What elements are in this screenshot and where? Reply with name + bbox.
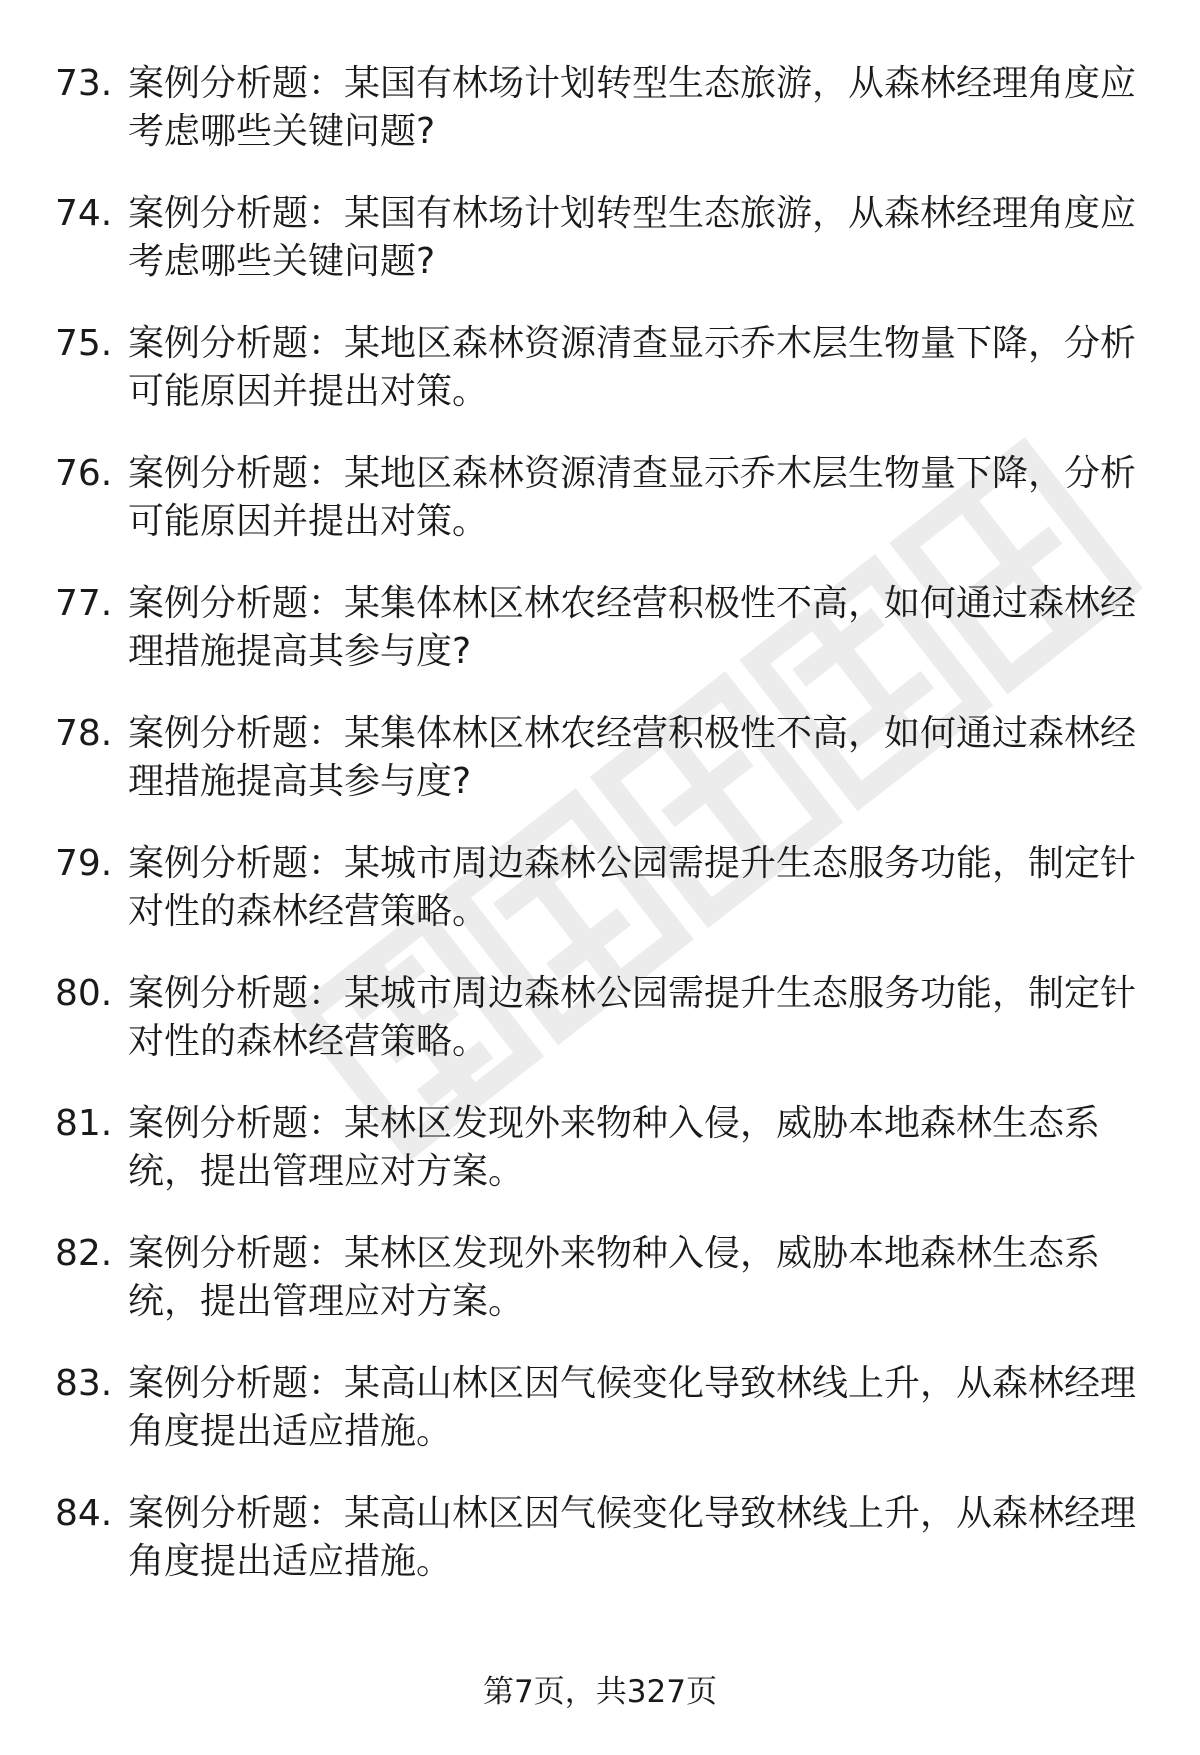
question-text-line1: 案例分析题：某集体林区林农经营积极性不高，如何通过森林经 [128, 713, 1137, 754]
question-text-line2: 理措施提高其参与度? [128, 761, 472, 802]
question-text-line2: 可能原因并提出对策。 [128, 501, 489, 542]
question-number: 77. [55, 583, 113, 624]
question-text-line1: 案例分析题：某城市周边森林公园需提升生态服务功能，制定针 [128, 843, 1137, 884]
question-text-line1: 案例分析题：某林区发现外来物种入侵，威胁本地森林生态系 [128, 1103, 1101, 1144]
page-footer: 第7页，共327页 [483, 1674, 717, 1710]
question-text-line1: 案例分析题：某地区森林资源清查显示乔木层生物量下降，分析 [128, 323, 1137, 364]
question-number: 80. [55, 973, 113, 1014]
question-text-line2: 考虑哪些关键问题? [128, 241, 436, 282]
question-number: 74. [55, 193, 113, 234]
question-number: 83. [55, 1363, 113, 1404]
question-item [0, 1222, 1200, 1332]
question-text-line2: 统，提出管理应对方案。 [128, 1151, 525, 1192]
question-number: 73. [55, 63, 113, 104]
question-number: 79. [55, 843, 113, 884]
question-number: 76. [55, 453, 113, 494]
question-item [0, 572, 1200, 682]
question-item [0, 832, 1200, 942]
question-text-line2: 可能原因并提出对策。 [128, 371, 489, 412]
question-text-line1: 案例分析题：某国有林场计划转型生态旅游，从森林经理角度应 [128, 63, 1137, 104]
question-item [0, 52, 1200, 162]
question-text-line2: 考虑哪些关键问题? [128, 111, 436, 152]
question-item [0, 1092, 1200, 1202]
question-text-line1: 案例分析题：某城市周边森林公园需提升生态服务功能，制定针 [128, 973, 1137, 1014]
question-item [0, 1482, 1200, 1592]
question-item [0, 962, 1200, 1072]
question-number: 81. [55, 1103, 113, 1144]
question-text-line1: 案例分析题：某国有林场计划转型生态旅游，从森林经理角度应 [128, 193, 1137, 234]
question-text-line2: 对性的森林经营策略。 [128, 891, 489, 932]
question-text-line2: 统，提出管理应对方案。 [128, 1281, 525, 1322]
question-text-line1: 案例分析题：某高山林区因气候变化导致林线上升，从森林经理 [128, 1363, 1137, 1404]
question-item [0, 182, 1200, 292]
question-text-line2: 理措施提高其参与度? [128, 631, 472, 672]
question-number: 75. [55, 323, 113, 364]
question-text-line1: 案例分析题：某林区发现外来物种入侵，威胁本地森林生态系 [128, 1233, 1101, 1274]
question-number: 78. [55, 713, 113, 754]
question-text-line2: 角度提出适应措施。 [128, 1541, 453, 1582]
question-text-line1: 案例分析题：某集体林区林农经营积极性不高，如何通过森林经 [128, 583, 1137, 624]
question-number: 84. [55, 1493, 113, 1534]
question-item [0, 702, 1200, 812]
question-text-line1: 案例分析题：某高山林区因气候变化导致林线上升，从森林经理 [128, 1493, 1137, 1534]
question-item [0, 312, 1200, 422]
question-text-line2: 对性的森林经营策略。 [128, 1021, 489, 1062]
question-text-line2: 角度提出适应措施。 [128, 1411, 453, 1452]
question-number: 82. [55, 1233, 113, 1274]
question-text-line1: 案例分析题：某地区森林资源清查显示乔木层生物量下降，分析 [128, 453, 1137, 494]
question-item [0, 1352, 1200, 1462]
question-item [0, 442, 1200, 552]
